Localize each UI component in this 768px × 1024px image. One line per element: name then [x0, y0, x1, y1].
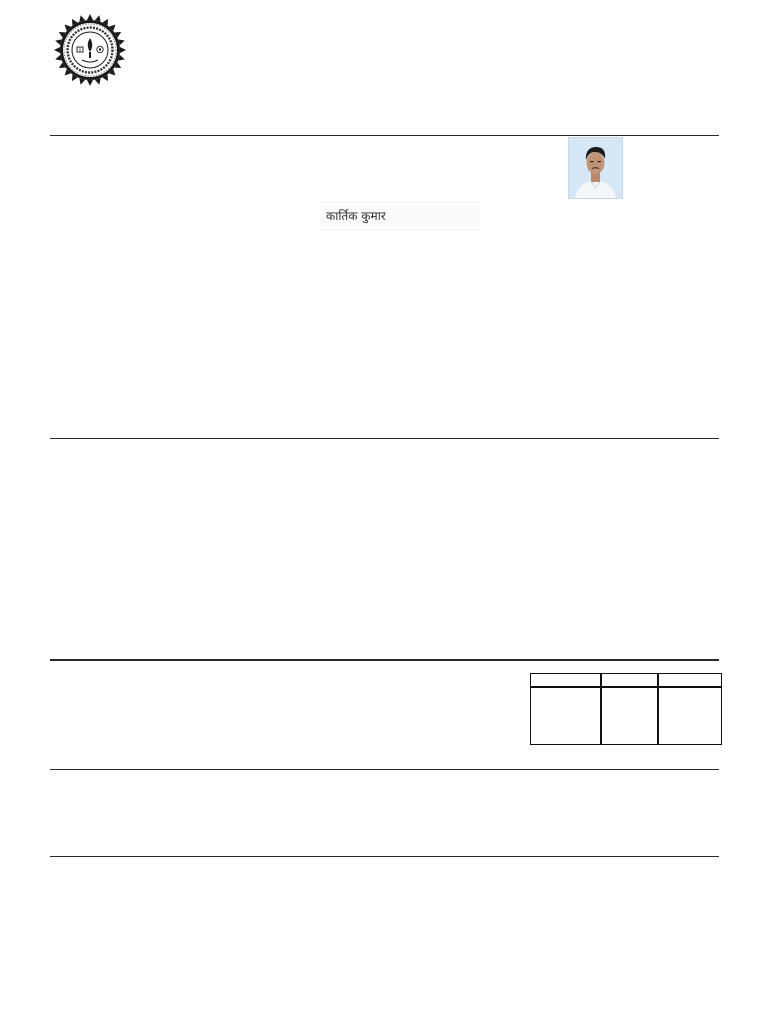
table-header-cell [601, 674, 658, 688]
table-row [531, 687, 722, 745]
table-header-row [531, 674, 722, 688]
table-cell [601, 687, 658, 745]
candidate-photo-icon [569, 138, 622, 198]
table-cell [531, 687, 602, 745]
section-divider-5 [50, 856, 719, 857]
table-header-cell [658, 674, 722, 688]
candidate-name: कार्तिक कुमार [326, 209, 386, 223]
university-seal-icon [52, 14, 128, 86]
marks-table [530, 673, 722, 745]
table-cell [658, 687, 722, 745]
candidate-name-field [320, 201, 480, 231]
section-divider-3 [50, 659, 719, 661]
table-header-cell [531, 674, 602, 688]
section-divider-2 [50, 438, 719, 439]
section-divider-4 [50, 769, 719, 770]
section-divider-1 [50, 135, 719, 136]
